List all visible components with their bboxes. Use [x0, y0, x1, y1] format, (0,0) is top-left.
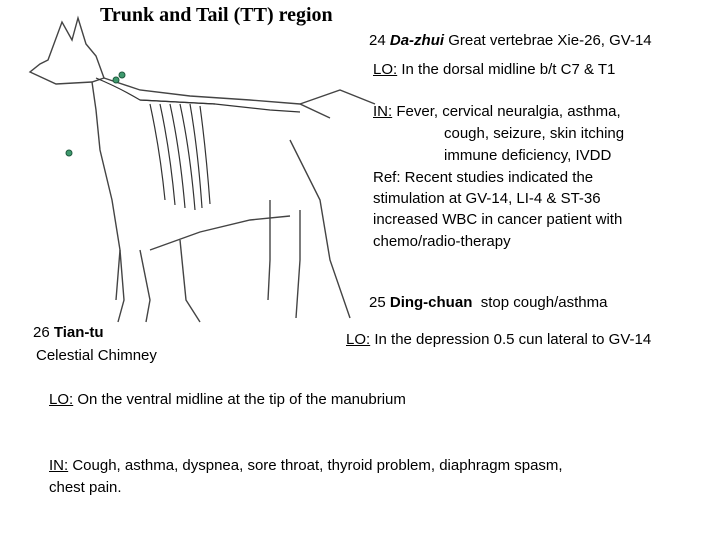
gv14-indication-line-1	[373, 101, 621, 122]
gv14-in-text-3: immune deficiency, IVDD	[444, 147, 612, 164]
gv14-lo-text: In the dorsal midline b/t C7 & T1	[401, 61, 616, 78]
tiantu-lo-text: On the ventral midline at the tip of the manubrium	[77, 391, 406, 408]
tiantu-point-marker	[66, 150, 72, 156]
page-title: Trunk and Tail (TT) region	[100, 4, 333, 26]
gv14-in-text-2: cough, seizure, skin itching	[444, 125, 625, 142]
dingchuan-heading	[369, 292, 607, 313]
dingchuan-name: Ding-chuan	[389, 294, 473, 311]
gv14-ref-line-2: stimulation at GV-14, LI-4 & ST-36	[373, 190, 601, 207]
tiantu-english-name: Celestial Chimney	[36, 347, 157, 364]
tiantu-heading	[33, 322, 104, 343]
tiantu-in-label: IN:	[49, 457, 69, 474]
gv14-ref-line-3: increased WBC in cancer patient with	[373, 211, 623, 228]
tiantu-lo-label: LO:	[49, 391, 74, 408]
tiantu-indication-line-1	[49, 455, 563, 476]
gv14-lo-label: LO:	[373, 61, 398, 78]
gv14-heading	[369, 30, 652, 51]
gv14-in-text-1: Fever, cervical neuralgia, asthma,	[396, 103, 621, 120]
tiantu-in-text-1: Cough, asthma, dyspnea, sore throat, thyroid problem, diaphragm spasm,	[72, 457, 563, 474]
gv14-ref-line-1: Ref: Recent studies indicated the	[373, 169, 594, 186]
dingchuan-lo-label: LO:	[346, 331, 371, 348]
spine	[96, 78, 300, 112]
tiantu-location	[49, 389, 406, 410]
dingchuan-location	[346, 329, 651, 350]
gv14-in-label: IN:	[373, 103, 393, 120]
ribcage	[140, 100, 215, 210]
gv14-number: 24	[369, 32, 386, 49]
tiantu-name: Tian-tu	[53, 324, 104, 341]
gv14-ref-line-4: chemo/radio-therapy	[373, 233, 511, 250]
acupoint-markers	[66, 72, 125, 156]
dingchuan-point-marker	[113, 77, 119, 83]
tiantu-in-text-2: chest pain.	[49, 479, 122, 496]
gv14-location	[373, 59, 615, 80]
gv14-english-name: Great vertebrae Xie-26, GV-14	[448, 32, 652, 49]
tiantu-number: 26	[33, 324, 50, 341]
dog-body-outline	[30, 18, 375, 322]
gv14-point-marker	[119, 72, 125, 78]
dingchuan-number: 25	[369, 294, 386, 311]
dingchuan-lo-text: In the depression 0.5 cun lateral to GV-14	[374, 331, 652, 348]
gv14-name: Da-zhui	[389, 32, 445, 49]
dingchuan-english-name: stop cough/asthma	[480, 294, 608, 311]
